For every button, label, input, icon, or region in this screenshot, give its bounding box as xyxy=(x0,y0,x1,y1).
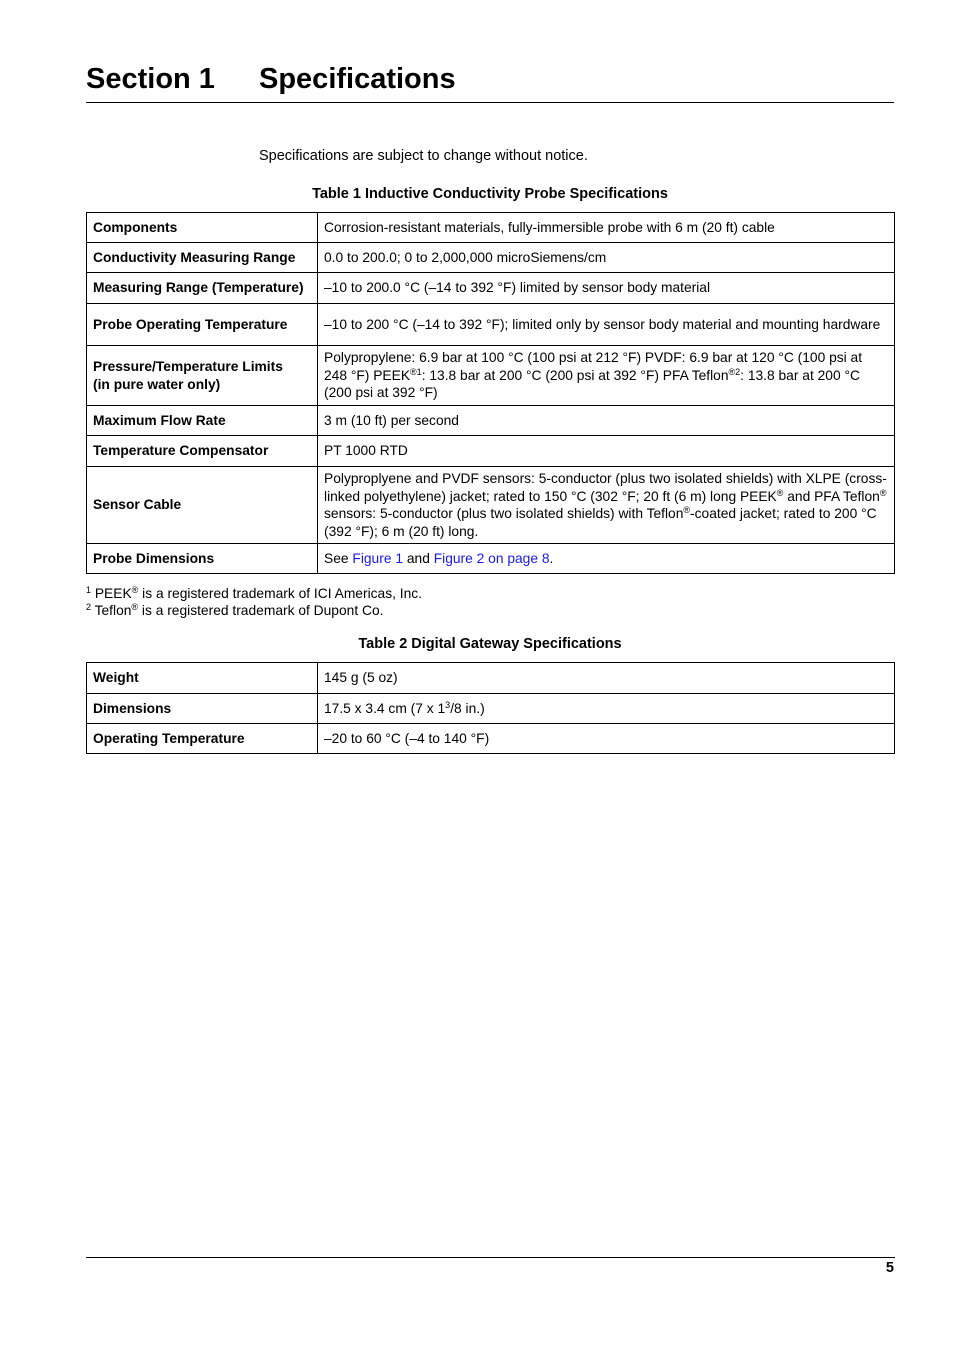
section-title: Specifications xyxy=(259,63,456,95)
value-text: sensors: 5-conductor (plus two isolated shields) with Teflon xyxy=(324,506,684,521)
section-number: Section 1 xyxy=(86,63,215,95)
superscript: ® xyxy=(683,505,691,515)
spec-key: Maximum Flow Rate xyxy=(87,406,318,436)
intro-text: Specifications are subject to change without notice. xyxy=(259,148,588,164)
superscript: ® xyxy=(131,585,139,595)
value-text: and xyxy=(403,550,434,566)
spec-key: Sensor Cable xyxy=(87,467,318,544)
spec-key: Conductivity Measuring Range xyxy=(87,243,318,273)
value-text: -coated jacket; rated to 200 °C (392 °F); 6 m (20 ft) long. xyxy=(324,506,877,539)
value-text: : 13.8 bar at 200 °C (200 psi at 392 °F) PFA Teflon xyxy=(421,367,729,383)
table-row xyxy=(87,467,895,544)
spec-value xyxy=(318,346,895,406)
table-row xyxy=(87,694,895,724)
spec-value: –10 to 200.0 °C (–14 to 392 °F) limited by sensor body material xyxy=(318,273,895,304)
spec-value: Corrosion-resistant materials, fully-immersible probe with 6 m (20 ft) cable xyxy=(318,213,895,243)
page-number: 5 xyxy=(885,1260,894,1276)
section-heading xyxy=(86,60,894,103)
footnote-term: PEEK xyxy=(91,586,132,601)
table-row xyxy=(87,724,895,754)
spec-key: Measuring Range (Temperature) xyxy=(87,273,318,304)
superscript: ® xyxy=(879,487,887,498)
spec-value xyxy=(318,544,895,574)
footnote-number: 2 xyxy=(86,602,92,612)
table2 xyxy=(86,662,895,754)
spec-value: 145 g (5 oz) xyxy=(318,663,895,694)
spec-key: Temperature Compensator xyxy=(87,436,318,467)
footnote-2 xyxy=(86,602,383,619)
value-text: . xyxy=(549,550,554,566)
spec-key xyxy=(87,346,318,406)
table2-caption: Table 2 Digital Gateway Specifications xyxy=(358,636,622,652)
table-row xyxy=(87,243,895,273)
spec-key: Probe Dimensions xyxy=(87,544,318,574)
spec-value: 0.0 to 200.0; 0 to 2,000,000 microSiemens/cm xyxy=(318,243,895,273)
spec-key: Operating Temperature xyxy=(87,724,318,754)
spec-key: Probe Operating Temperature xyxy=(87,304,318,346)
spec-value: –20 to 60 °C (–4 to 140 °F) xyxy=(318,724,895,754)
value-text: /8 in.) xyxy=(450,700,485,716)
spec-value: 3 m (10 ft) per second xyxy=(318,406,895,436)
table-row xyxy=(87,436,895,467)
spec-key: Dimensions xyxy=(87,694,318,724)
spec-value: PT 1000 RTD xyxy=(318,436,895,467)
spec-key-line2: (in pure water only) xyxy=(93,376,221,392)
table-row xyxy=(87,304,895,346)
value-text: Polypropylene: 6.9 bar at 100 °C (100 psi at 212 °F) PVDF: 6.9 bar at 120 °C (100 psi at 248 °F) PEEK xyxy=(324,350,863,383)
superscript: ®1 xyxy=(410,366,422,377)
table1-caption: Table 1 Inductive Conductivity Probe Specifications xyxy=(312,186,668,202)
superscript: ® xyxy=(131,602,139,612)
figure-2-link[interactable]: Figure 2 on page 8 xyxy=(433,550,550,566)
footnote-number: 1 xyxy=(86,585,92,595)
table-row xyxy=(87,213,895,243)
spec-value xyxy=(318,467,895,544)
footnote-text: is a registered trademark of Dupont Co. xyxy=(138,603,384,618)
value-text: 17.5 x 3.4 cm (7 x 1 xyxy=(324,700,446,716)
table-row xyxy=(87,273,895,304)
figure-1-link[interactable]: Figure 1 xyxy=(352,550,404,566)
value-text: Polyproplyene and PVDF sensors: 5-conductor (plus two isolated shields) with XLPE (cross-linked polyethylene) jacket; rated to 150 °C (302 °F; 20 ft (6 m) long PEEK xyxy=(324,471,887,504)
spec-value xyxy=(318,694,895,724)
value-text: : 13.8 bar at 200 °C (200 psi at 392 °F) xyxy=(324,367,860,401)
footnote-term: Teflon xyxy=(91,603,132,618)
table1 xyxy=(86,212,895,574)
superscript: 3 xyxy=(445,699,451,710)
table-row xyxy=(87,406,895,436)
superscript: ® xyxy=(776,487,784,498)
table-row xyxy=(87,663,895,694)
value-text: See xyxy=(324,550,353,566)
table-row xyxy=(87,346,895,406)
value-text: and PFA Teflon xyxy=(783,488,880,504)
spec-key: Weight xyxy=(87,663,318,694)
superscript: ®2 xyxy=(728,366,741,377)
footnote-1 xyxy=(86,585,422,602)
spec-key-line1: Pressure/Temperature Limits xyxy=(93,359,283,374)
spec-value: –10 to 200 °C (–14 to 392 °F); limited only by sensor body material and mounting hardware xyxy=(318,304,895,346)
spec-key: Components xyxy=(87,213,318,243)
table-row xyxy=(87,544,895,574)
footer-divider xyxy=(86,1257,895,1258)
footnote-text: is a registered trademark of ICI Americas, Inc. xyxy=(138,586,423,601)
